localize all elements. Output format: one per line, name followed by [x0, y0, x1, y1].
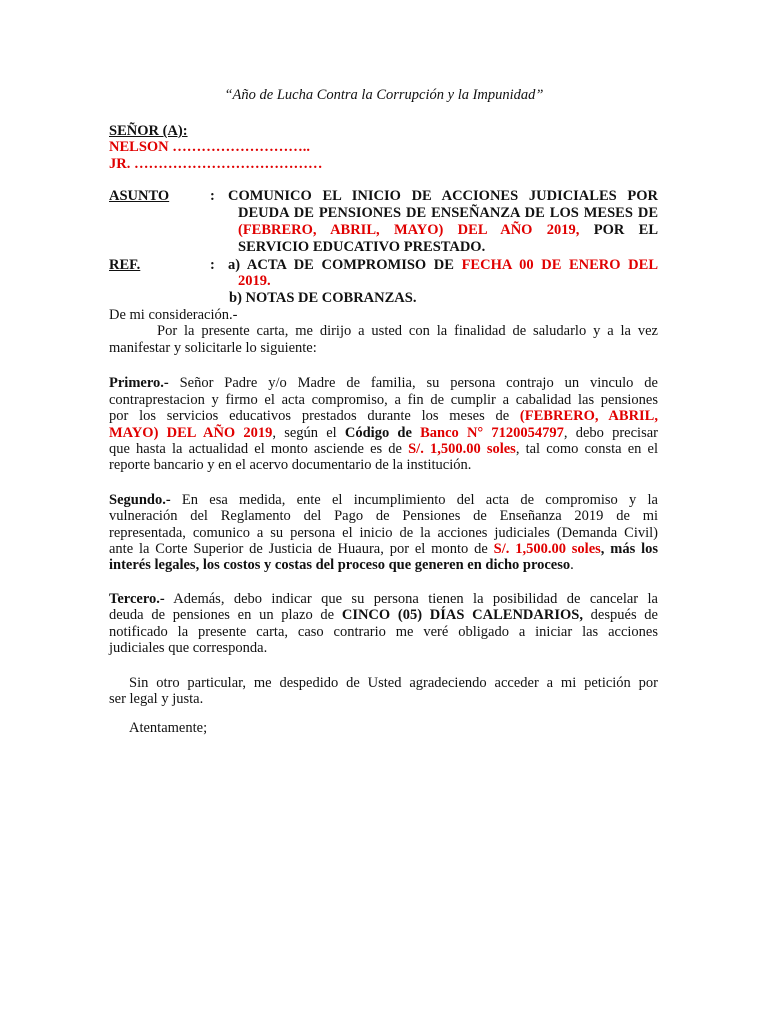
- segundo-line2: vulneración del Reglamento del Pago de Pensiones de Enseñanza 2019 de mi: [109, 508, 658, 524]
- ref-b: b) NOTAS DE COBRANZAS.: [229, 290, 417, 306]
- primero-l4-banco: Banco N° 7120054797: [420, 425, 564, 441]
- tercero-line2: [109, 606, 658, 624]
- primero-line3: [109, 407, 658, 425]
- segundo-line3: representada, comunico a su persona el inicio de la acciones judiciales (Demanda Civil): [109, 525, 658, 541]
- recipient-jr: JR. …………………………………: [109, 156, 323, 172]
- tercero-label: Tercero.-: [109, 591, 165, 607]
- primero-l5b: , tal como consta en el: [515, 441, 658, 457]
- primero-l5-amount: S/. 1,500.00 soles: [408, 441, 516, 457]
- segundo-l5-bold: interés legales, los costos y costas del proceso que generen en dicho proceso: [109, 557, 571, 573]
- asunto-line3: [238, 221, 658, 239]
- asunto-line2: DEUDA DE PENSIONES DE ENSEÑANZA DE LOS MESES DE: [238, 205, 658, 221]
- motto: “Año de Lucha Contra la Corrupción y la Impunidad”: [224, 87, 544, 103]
- asunto-colon: :: [210, 188, 215, 204]
- closing-line2: ser legal y justa.: [109, 691, 204, 707]
- tercero-l2b: después de: [582, 607, 658, 623]
- primero-line2: contraprestacion y firmo el acta compromiso, a fin de cumplir a cabalidad las pensiones: [109, 392, 658, 408]
- intro-line1: Por la presente carta, me dirijo a usted con la finalidad de saludarlo y a la vez: [157, 323, 658, 339]
- segundo-l1: En esa medida, ente el incumplimiento del acta de compromiso y la: [170, 492, 658, 508]
- tercero-l2-plazo: CINCO (05) DÍAS CALENDARIOS,: [341, 607, 583, 623]
- tercero-l1: Además, debo indicar que su persona tienen la posibilidad de cancelar la: [164, 591, 658, 607]
- asunto-line3-rest: POR EL: [579, 222, 659, 238]
- primero-line1: [109, 374, 658, 392]
- primero-label: Primero.-: [109, 375, 169, 391]
- primero-l1: Señor Padre y/o Madre de familia, su persona contrajo un vinculo de: [168, 375, 658, 391]
- primero-l5a: que hasta la actualidad el monto asciende es de: [109, 441, 409, 457]
- consideracion: De mi consideración.-: [109, 307, 238, 323]
- segundo-l4-bold: , más los: [600, 541, 659, 557]
- segundo-l5-end: .: [570, 557, 574, 573]
- intro-line2: manifestar y solicitarle lo siguiente:: [109, 340, 317, 356]
- primero-l4-months: MAYO) DEL AÑO 2019: [109, 425, 273, 441]
- asunto-label: ASUNTO: [109, 188, 170, 204]
- segundo-l4a: ante la Corte Superior de Justicia de Huaura, por el monto de: [109, 541, 494, 557]
- tercero-l2a: deuda de pensiones en un plazo de: [109, 607, 342, 623]
- segundo-label: Segundo.-: [109, 492, 171, 508]
- primero-l3a: por los servicios educativos prestados durante los meses de: [109, 408, 520, 424]
- recipient-name: NELSON ………………………..: [109, 139, 311, 155]
- tercero-line4: judiciales que corresponda.: [109, 640, 268, 656]
- primero-l4b: , según el: [272, 425, 345, 441]
- ref-a-year: 2019.: [238, 273, 271, 289]
- asunto-line1: COMUNICO EL INICIO DE ACCIONES JUDICIALES POR: [228, 188, 658, 204]
- primero-l3-months: (FEBRERO, ABRIL,: [519, 408, 658, 424]
- asunto-line4: SERVICIO EDUCATIVO PRESTADO.: [238, 239, 486, 255]
- primero-line6: reporte bancario y en el acervo documentario de la institución.: [109, 457, 472, 473]
- signature-closing: Atentamente;: [129, 720, 208, 736]
- segundo-line5: [109, 556, 574, 574]
- ref-colon: :: [210, 257, 215, 273]
- closing-line1: Sin otro particular, me despedido de Usted agradeciendo acceder a mi petición por: [129, 675, 658, 691]
- segundo-l4-amount: S/. 1,500.00 soles: [493, 541, 601, 557]
- primero-l4-codigo: Código de: [344, 425, 421, 441]
- tercero-line3: notificado la presente carta, caso contrario me veré obligado a iniciar las acciones: [109, 624, 658, 640]
- ref-a-date: FECHA 00 DE ENERO DEL: [461, 257, 658, 273]
- salutation: SEÑOR (A):: [109, 123, 188, 139]
- asunto-months: (FEBRERO, ABRIL, MAYO) DEL AÑO 2019,: [238, 222, 580, 238]
- primero-l4c: , debo precisar: [563, 425, 658, 441]
- ref-label: REF.: [109, 257, 141, 273]
- ref-a-text: a) ACTA DE COMPROMISO DE: [228, 257, 462, 273]
